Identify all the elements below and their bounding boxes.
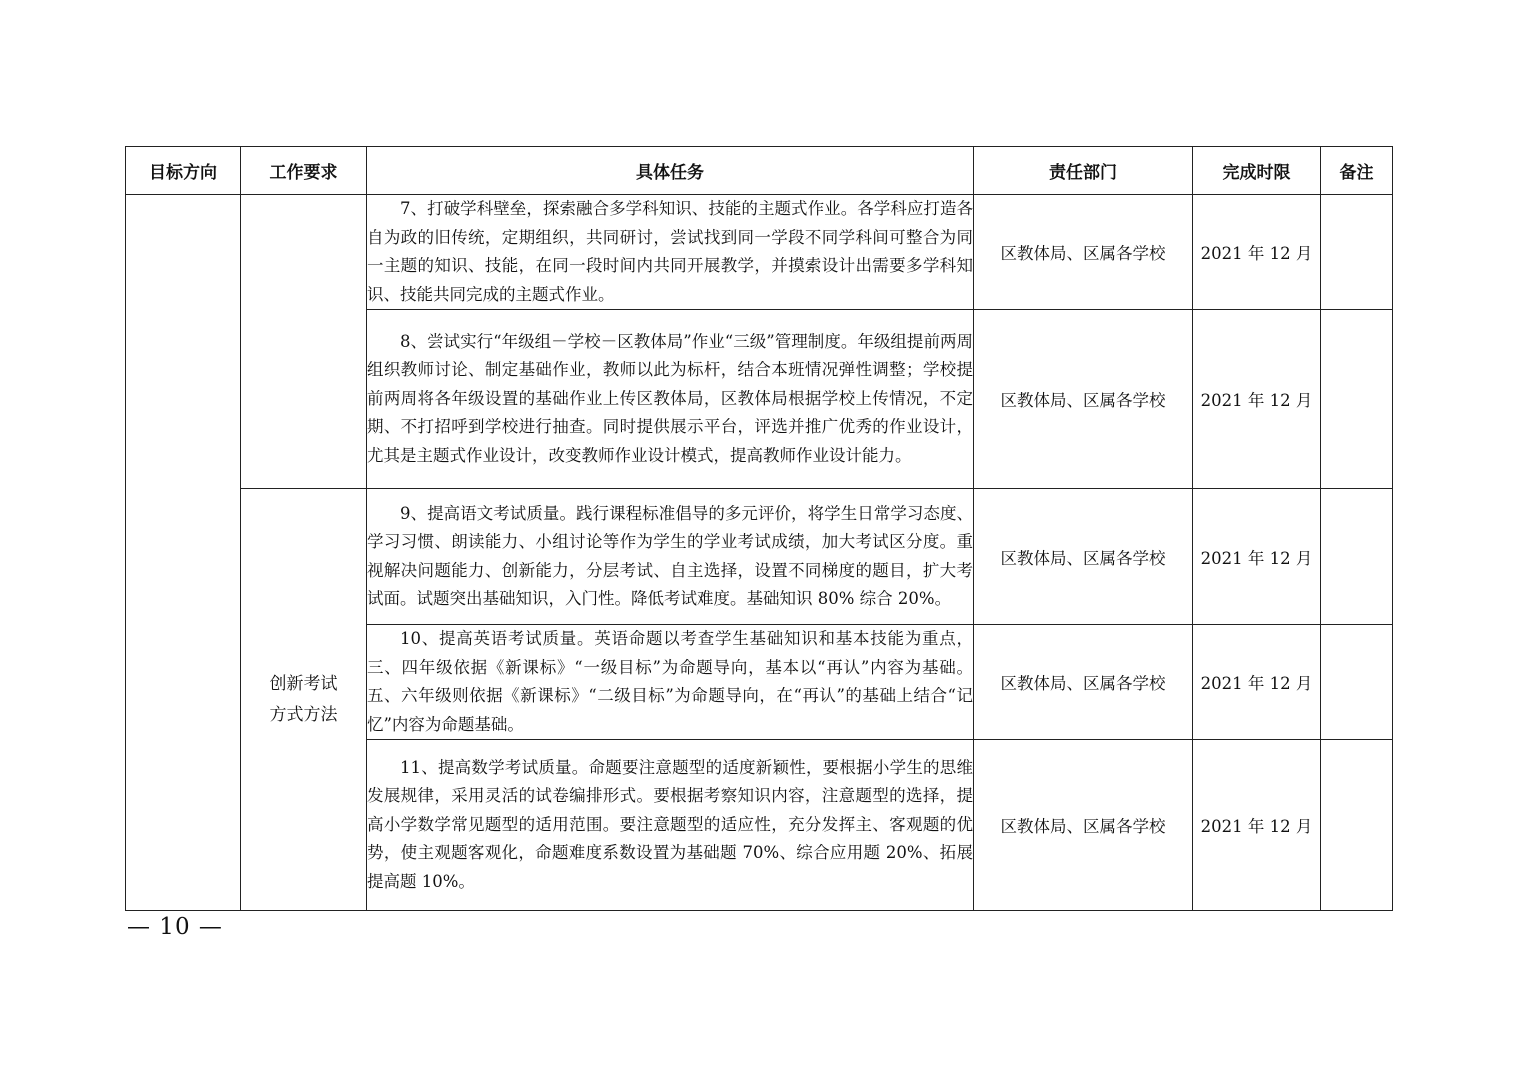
work-requirement-cell <box>241 489 367 911</box>
note-cell <box>1321 740 1393 911</box>
dept-cell: 区教体局、区属各学校 <box>974 310 1193 489</box>
task-cell: 10、提高英语考试质量。英语命题以考查学生基础知识和基本技能为重点，三、四年级依据《新课标》“一级目标”为命题导向，基本以“再认”内容为基础。五、六年级则依据《新课标》“二级目标”为命题导向，在“再认”的基础上结合“记忆”内容为命题基础。 <box>367 625 974 740</box>
dept-cell: 区教体局、区属各学校 <box>974 489 1193 625</box>
work-requirement-label: 创新考试方式方法 <box>269 673 338 725</box>
page-number: — 10 — <box>127 914 223 940</box>
task-cell: 11、提高数学考试质量。命题要注意题型的适度新颖性，要根据小学生的思维发展规律，采用灵活的试卷编排形式。要根据考察知识内容，注意题型的选择，提高小学数学常见题型的适用范围。要注意题型的适应性，充分发挥主、客观题的优势，使主观题客观化，命题难度系数设置为基础题 70%、综合应用题 20%、拓展提高题 10%。 <box>367 740 974 911</box>
note-cell <box>1321 195 1393 310</box>
task-table <box>125 146 1393 911</box>
note-cell <box>1321 489 1393 625</box>
note-cell <box>1321 625 1393 740</box>
task-cell: 9、提高语文考试质量。践行课程标准倡导的多元评价，将学生日常学习态度、学习习惯、朗读能力、小组讨论等作为学生的学业考试成绩，加大考试区分度。重视解决问题能力、创新能力，分层考试、自主选择，设置不同梯度的题目，扩大考试面。试题突出基础知识，入门性。降低考试难度。基础知识 80% 综合 20%。 <box>367 489 974 625</box>
table-header-row <box>126 147 1393 195</box>
dept-cell: 区教体局、区属各学校 <box>974 195 1193 310</box>
deadline-cell: 2021 年 12 月 <box>1193 489 1321 625</box>
dept-cell: 区教体局、区属各学校 <box>974 625 1193 740</box>
deadline-cell: 2021 年 12 月 <box>1193 740 1321 911</box>
header-target-direction: 目标方向 <box>126 147 241 195</box>
work-requirement-cell <box>241 195 367 489</box>
header-deadline: 完成时限 <box>1193 147 1321 195</box>
table-row <box>126 489 1393 625</box>
deadline-cell: 2021 年 12 月 <box>1193 195 1321 310</box>
table-row <box>126 195 1393 310</box>
deadline-cell: 2021 年 12 月 <box>1193 625 1321 740</box>
dept-cell: 区教体局、区属各学校 <box>974 740 1193 911</box>
task-cell: 7、打破学科壁垒，探索融合多学科知识、技能的主题式作业。各学科应打造各自为政的旧传统，定期组织，共同研讨，尝试找到同一学段不同学科间可整合为同一主题的知识、技能，在同一段时间内共同开展教学，并摸索设计出需要多学科知识、技能共同完成的主题式作业。 <box>367 195 974 310</box>
deadline-cell: 2021 年 12 月 <box>1193 310 1321 489</box>
note-cell <box>1321 310 1393 489</box>
header-work-requirement: 工作要求 <box>241 147 367 195</box>
header-responsible-dept: 责任部门 <box>974 147 1193 195</box>
header-note: 备注 <box>1321 147 1393 195</box>
header-specific-task: 具体任务 <box>367 147 974 195</box>
target-direction-cell <box>126 195 241 911</box>
task-cell: 8、尝试实行“年级组－学校－区教体局”作业“三级”管理制度。年级组提前两周组织教师讨论、制定基础作业，教师以此为标杆，结合本班情况弹性调整；学校提前两周将各年级设置的基础作业上传区教体局，区教体局根据学校上传情况，不定期、不打招呼到学校进行抽查。同时提供展示平台，评选并推广优秀的作业设计，尤其是主题式作业设计，改变教师作业设计模式，提高教师作业设计能力。 <box>367 310 974 489</box>
